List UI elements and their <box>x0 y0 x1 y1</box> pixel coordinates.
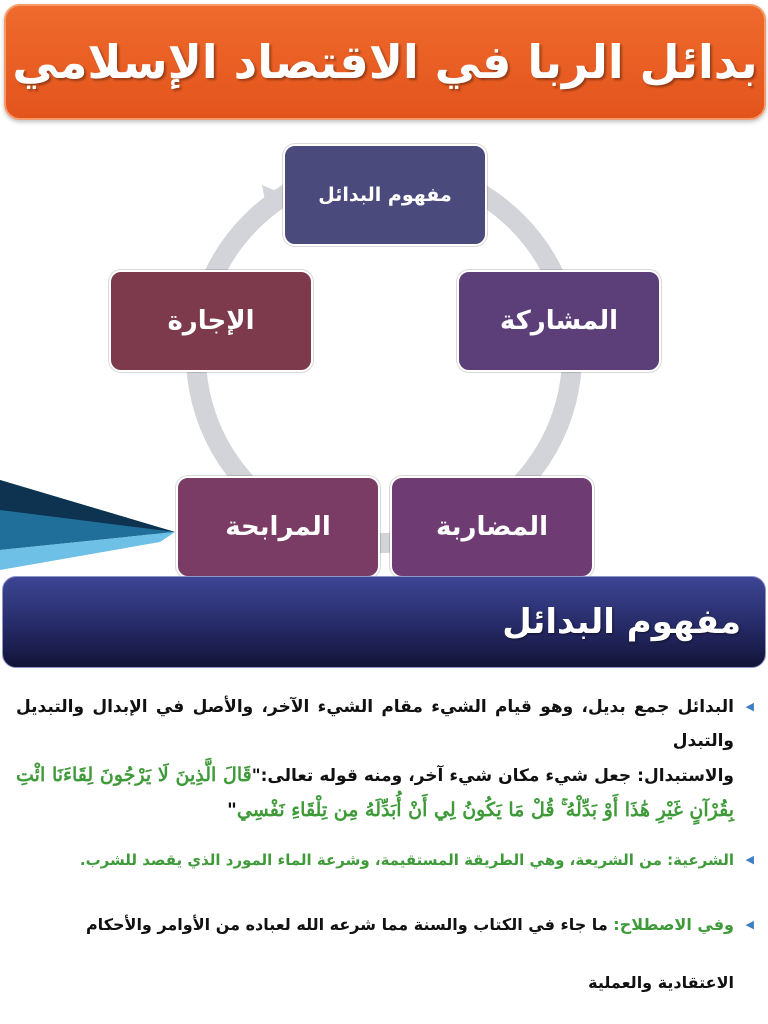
quran-verse: قَالَ الَّذِينَ لَا يَرْجُونَ لِقَاءَنَا ائْتِ بِقُرْآنٍ غَيْرِ هَٰذَا أَوْ بَدِّلْهُ ۚ قُلْ مَا يَكُونُ لِي أَنْ أُبَدِّلَهُ مِن تِلْقَاءِ نَفْسِي <box>16 764 734 821</box>
definition-line-2: والاستبدال: جعل شيء مكان شيء آخر، ومنه قوله تعالى:" <box>251 766 734 786</box>
content-area <box>16 690 754 1012</box>
sharia-bullet <box>16 846 754 874</box>
cycle-node-murabaha: المرابحة <box>176 476 380 578</box>
cycle-node-ijara: الإجارة <box>109 270 313 372</box>
triangle-bullet-icon: ◀ <box>745 918 754 931</box>
terminology-term: وفي الاصطلاح <box>619 915 734 934</box>
decorative-accent <box>0 480 180 570</box>
sharia-text: الشرعية: من الشريعة، وهي الطريقة المستقيمة، وشرعة الماء المورد الذي يقصد للشرب. <box>79 851 734 869</box>
definition-bullet <box>16 690 754 828</box>
page-title: بدائل الربا في الاقتصاد الإسلامي <box>12 35 758 89</box>
cycle-node-musharaka: المشاركة <box>457 270 661 372</box>
triangle-bullet-icon: ◀ <box>745 853 754 866</box>
cycle-node-mudaraba: المضاربة <box>390 476 594 578</box>
cycle-node-concept: مفهوم البدائل <box>283 144 487 246</box>
section-title: مفهوم البدائل <box>502 602 741 642</box>
definition-line-1: البدائل جمع بديل، وهو قيام الشيء مقام الشيء الآخر، والأصل في الإبدال والتبديل والتبدل <box>16 697 734 751</box>
terminology-colon: : <box>607 915 620 934</box>
triangle-bullet-icon: ◀ <box>745 700 754 713</box>
quran-verse-close: " <box>227 799 237 821</box>
terminology-bullet <box>16 896 754 1012</box>
section-header <box>2 576 766 668</box>
terminology-text: ما جاء في الكتاب والسنة مما شرعه الله لعباده من الأوامر والأحكام الاعتقادية والعملية <box>85 915 734 992</box>
